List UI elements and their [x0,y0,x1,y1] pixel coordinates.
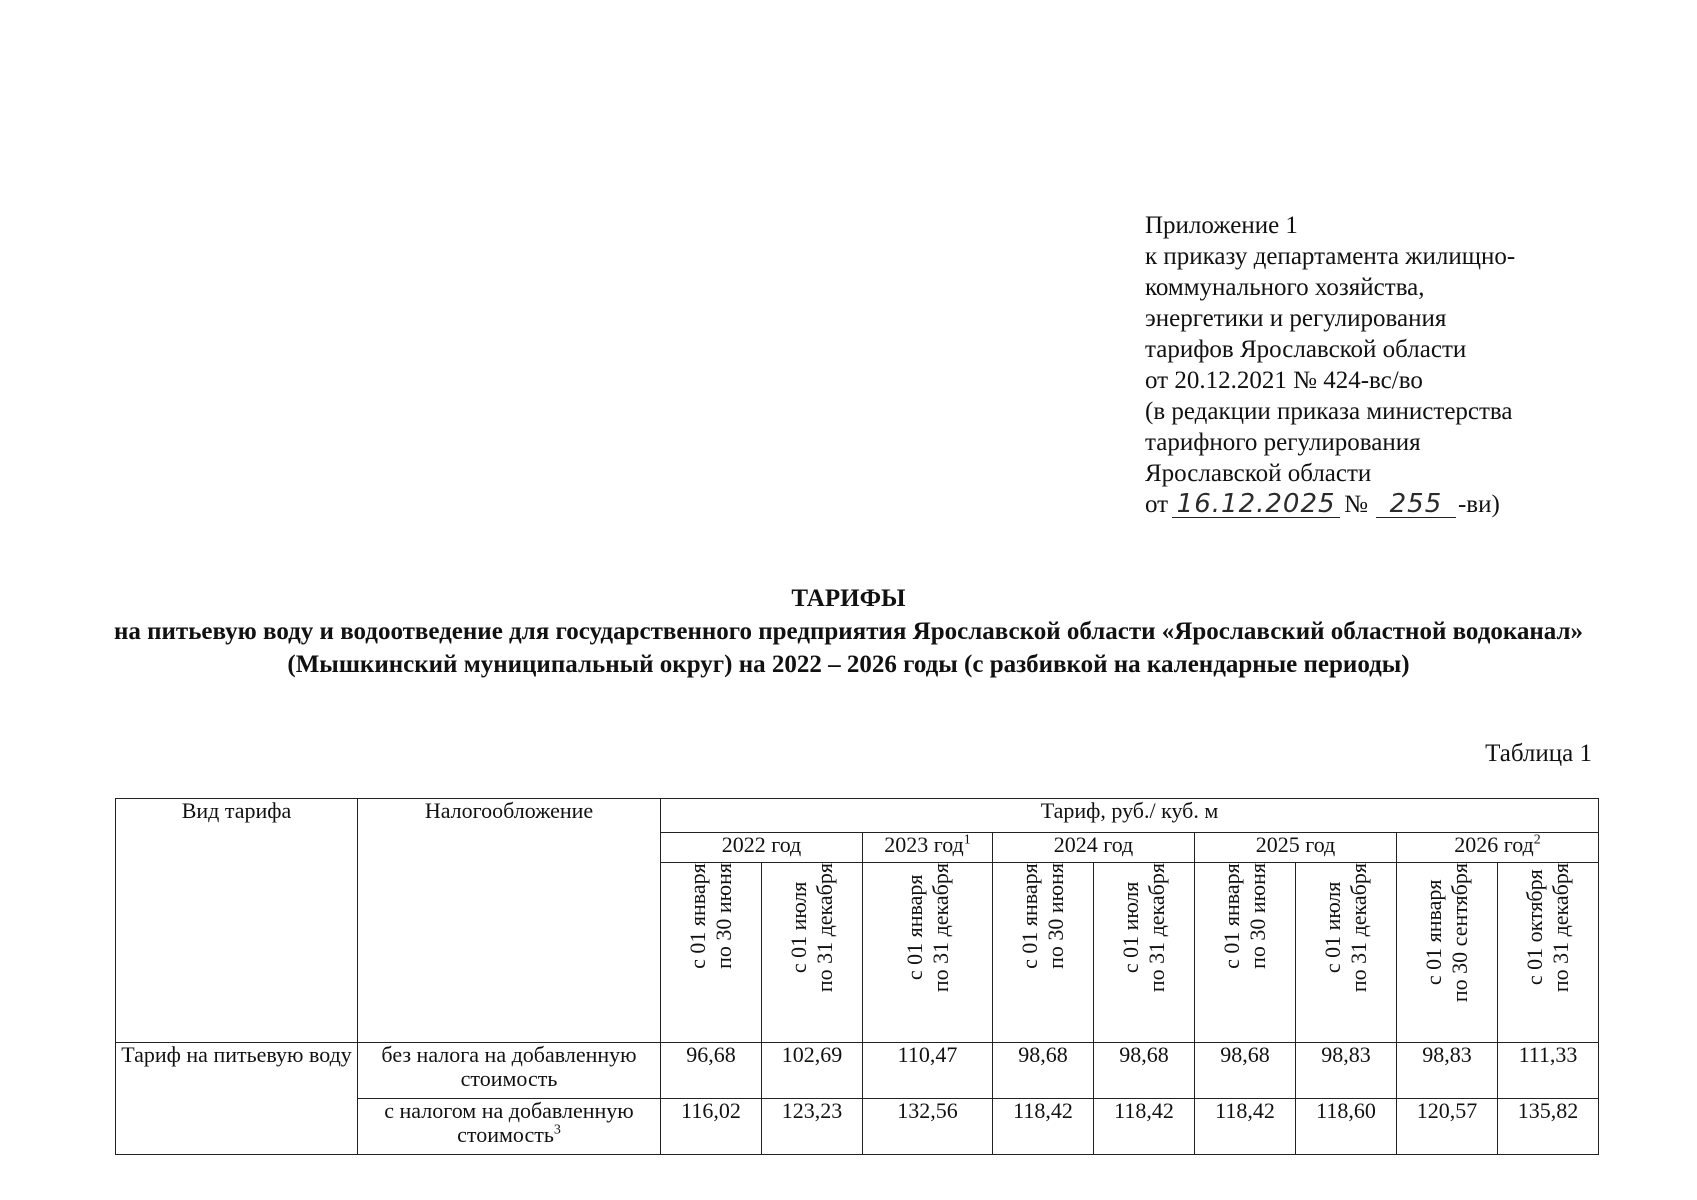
header-period: с 01 июля по 31 декабря [762,863,863,1043]
header-period: с 01 января по 30 июня [993,863,1094,1043]
value-cell: 118,42 [993,1099,1094,1155]
value-cell: 123,23 [762,1099,863,1155]
value-cell: 120,57 [1397,1099,1498,1155]
value-cell: 111,33 [1498,1043,1599,1099]
value-cell: 98,68 [1195,1043,1296,1099]
header-period: с 01 июля по 31 декабря [1296,863,1397,1043]
row-label-tariff: Тариф на питьевую воду [116,1043,358,1155]
document-title [110,582,1587,681]
value-cell: 98,83 [1296,1043,1397,1099]
amendment-prefix: от [1145,491,1169,518]
header-year: 2023 год$^1$ [863,833,993,863]
table-row [116,1043,1599,1099]
appendix-line: тарифов Ярославской области [1145,336,1467,363]
value-cell: 135,82 [1498,1099,1599,1155]
value-cell: 96,68 [661,1043,762,1099]
value-cell: 110,47 [863,1043,993,1099]
header-period: с 01 января по 30 сентября [1397,863,1498,1043]
header-period: с 01 января по 31 декабря [863,863,993,1043]
value-cell: 118,60 [1296,1099,1397,1155]
tariff-table [115,798,1599,1155]
appendix-line: от 20.12.2021 № 424-вс/во [1145,367,1423,394]
amendment-suffix: -ви) [1457,491,1500,518]
value-cell: 98,83 [1397,1043,1498,1099]
header-taxation: Налогообложение [358,799,661,1043]
value-cell: 116,02 [661,1099,762,1155]
header-year: 2022 год [661,833,863,863]
title-subtitle: на питьевую воду и водоотведение для государственного предприятия Ярославской области «Ярославский областной водоканал» (Мышкинский муниципальный округ) на 2022 – 2026 годы (с разбивкой на календарные периоды) [113,618,1584,678]
header-period: с 01 января по 30 июня [1195,863,1296,1043]
value-cell: 102,69 [762,1043,863,1099]
header-period: с 01 октября по 31 декабря [1498,863,1599,1043]
appendix-line: энергетики и регулирования [1145,305,1447,332]
taxation-cell: с налогом на добавленную стоимость$^3$ [358,1099,661,1155]
appendix-line: Ярославской области [1145,460,1372,487]
title-heading: ТАРИФЫ [791,585,906,612]
handwritten-date: 16.12.2025 [1172,491,1340,518]
header-year: 2026 год$^2$ [1397,833,1599,863]
number-sign: № [1344,491,1368,518]
header-year: 2025 год [1195,833,1397,863]
value-cell: 98,68 [993,1043,1094,1099]
header-tariff-type: Вид тарифа [116,799,358,1043]
appendix-line: тарифного регулирования [1145,429,1421,456]
appendix-header [1145,210,1515,520]
value-cell: 98,68 [1094,1043,1195,1099]
appendix-amendment-line [1145,489,1515,520]
appendix-line: коммунального хозяйства, [1145,274,1425,301]
header-period: с 01 января по 30 июня [661,863,762,1043]
value-cell: 132,56 [863,1099,993,1155]
header-period: с 01 июля по 31 декабря [1094,863,1195,1043]
value-cell: 118,42 [1195,1099,1296,1155]
value-cell: 118,42 [1094,1099,1195,1155]
appendix-line: к приказу департамента жилищно- [1145,243,1516,270]
table-label: Таблица 1 [1485,740,1592,767]
header-tariff-unit: Тариф, руб./ куб. м [661,799,1599,833]
appendix-line: Приложение 1 [1145,212,1298,239]
header-year: 2024 год [993,833,1195,863]
taxation-cell: без налога на добавленную стоимость [358,1043,661,1099]
appendix-line: (в редакции приказа министерства [1145,398,1513,425]
handwritten-number: 255 [1376,491,1456,518]
